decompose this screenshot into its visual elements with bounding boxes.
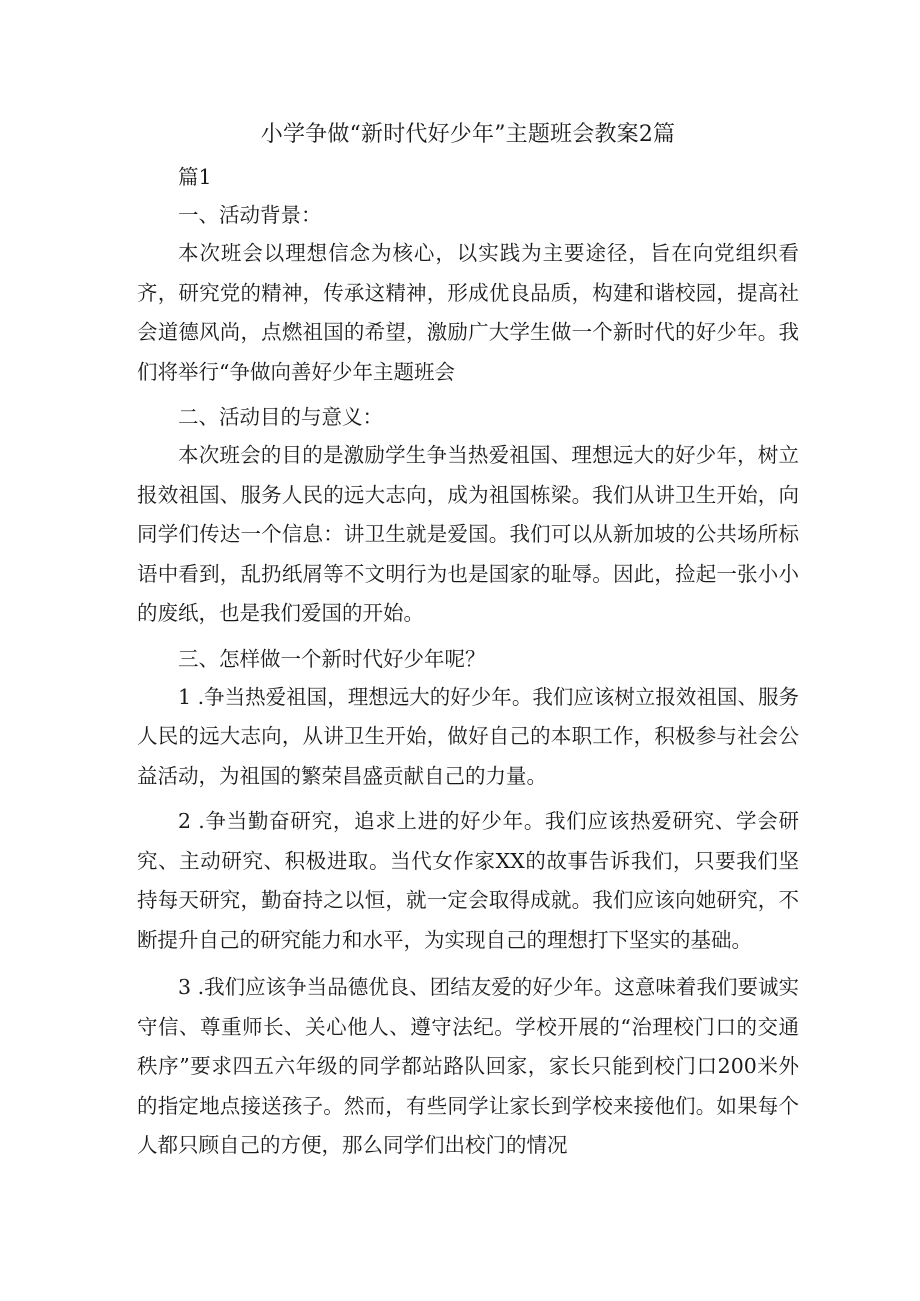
document-body: [137, 116, 799, 1172]
section-heading-background: 一、活动背景：: [178, 203, 322, 227]
list-item-1: 1 .争当热爱祖国，理想远大的好少年。我们应该树立报效祖国、服务人民的远大志向，从讲卫生开始，做好自己的本职工作，积极参与社会公益活动，为祖国的繁荣昌盛贡献自己的力量。: [137, 684, 799, 788]
document-title: 小学争做“新时代好少年”主题班会教案2篇: [260, 122, 676, 147]
paragraph-background: 本次班会以理想信念为核心，以实践为主要途径，旨在向党组织看齐，研究党的精神，传承这精神，形成优良品质，构建和谐校园，提高社会道德风尚，点燃祖国的希望，激励广大学生做一个新时代的好少年。我们将举行“争做向善好少年主题班会: [137, 241, 799, 384]
paragraph-purpose: 本次班会的目的是激励学生争当热爱祖国、理想远大的好少年，树立报效祖国、服务人民的远大志向，成为祖国栋梁。我们从讲卫生开始，向同学们传达一个信息：讲卫生就是爱国。我们可以从新加坡的公共场所标语中看到，乱扔纸屑等不文明行为也是国家的耻辱。因此，捡起一张小小的废纸，也是我们爱国的开始。: [137, 443, 799, 625]
section-heading-how-to: 三、怎样做一个新时代好少年呢？: [178, 646, 486, 671]
section-heading-purpose: 二、活动目的与意义：: [178, 405, 383, 429]
list-item-3: 3 .我们应该争当品德优良、团结友爱的好少年。这意味着我们要诚实守信、尊重师长、关心他人、遵守法纪。学校开展的“治理校门口的交通秩序”要求四五六年级的同学都站路队回家，家长只能到校门口200米外的指定地点接送孩子。然而，有些同学让家长到学校来接他们。如果每个人都只顾自己的方便，那么同学们出校门的情况: [137, 975, 799, 1157]
part-label: 篇1: [178, 165, 212, 189]
list-item-2: 2 .争当勤奋研究，追求上进的好少年。我们应该热爱研究、学会研究、主动研究、积极进取。当代女作家XX的故事告诉我们，只要我们坚持每天研究，勤奋持之以恒，就一定会取得成就。我们应该向她研究，不断提升自己的研究能力和水平，为实现自己的理想打下坚实的基础。: [137, 809, 799, 952]
